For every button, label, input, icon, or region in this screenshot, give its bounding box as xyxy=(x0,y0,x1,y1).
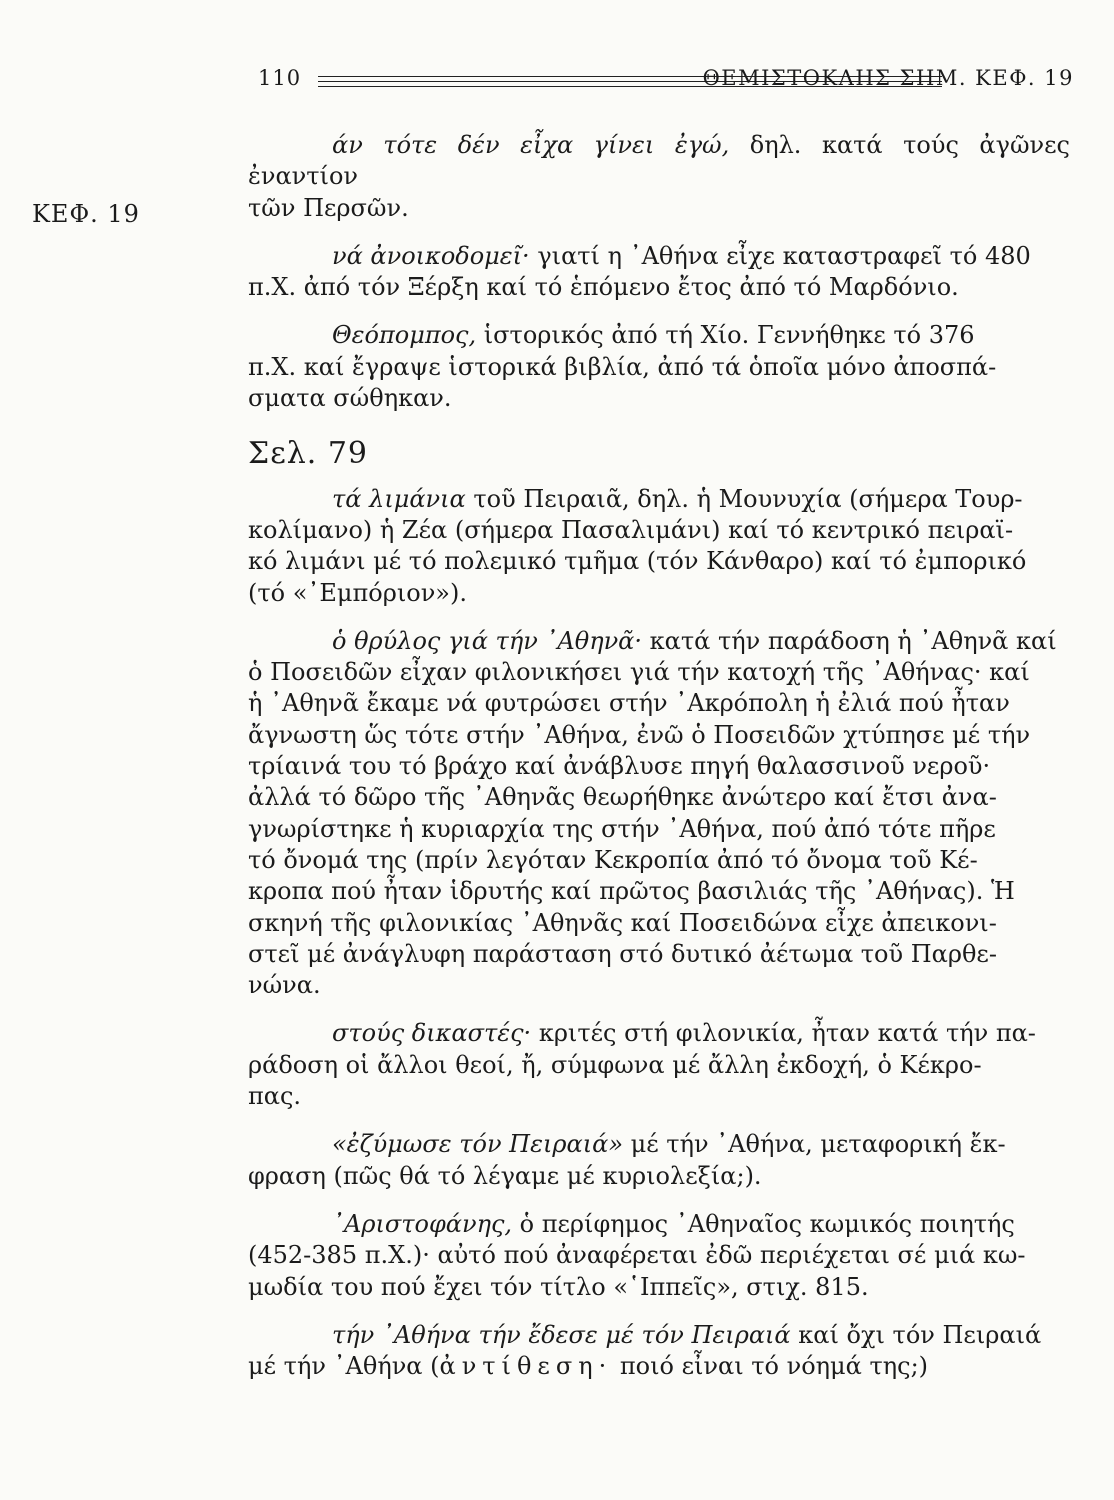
note-text: π.Χ. καί ἔγραψε ἱστορικά βιβλία, ἀπό τά ὁποῖα μόνο ἀποσπά- xyxy=(248,352,997,381)
page-number: 110 xyxy=(258,66,302,90)
note-text: τῶν Περσῶν. xyxy=(248,193,409,222)
note-text: στεῖ μέ ἀνάγλυφη παράσταση στό δυτικό ἀέτωμα τοῦ Παρθε- xyxy=(248,939,997,968)
note-text: (452-385 π.Χ.)· αὐτό πού ἀναφέρεται ἐδῶ περιέχεται σέ μιά κω- xyxy=(248,1241,1026,1270)
note-text: ράδοση οἱ ἄλλοι θεοί, ἤ, σύμφωνα μέ ἄλλη ἐκδοχή, ὁ Κέκρο- xyxy=(248,1050,982,1079)
commentary-text xyxy=(248,130,1070,1399)
note-lemma: στούς δικαστές· xyxy=(332,1019,532,1048)
note-text: σματα σώθηκαν. xyxy=(248,384,452,413)
note-text: δηλ. κατά τούς ἀγῶνες ἐναντίον xyxy=(248,131,1070,191)
note-text: (τό «᾿Εμπόριον»). xyxy=(248,578,467,607)
note-text: σκηνή τῆς φιλονικίας ᾿Αθηνᾶς καί Ποσειδώνα εἶχε ἀπεικονι- xyxy=(248,908,997,937)
note-text: πας. xyxy=(248,1082,302,1111)
note-text: τοῦ Πειραιᾶ, δηλ. ἡ Μουνυχία (σήμερα Τουρ- xyxy=(465,484,1023,513)
note-text: φραση (πῶς θά τό λέγαμε μέ κυριολεξία;). xyxy=(248,1161,762,1190)
note-text: ἱστορικός ἀπό τή Χίο. Γεννήθηκε τό 376 xyxy=(476,321,975,350)
note-text: κολίμανο) ἡ Ζέα (σήμερα Πασαλιμάνι) καί τό κεντρικό πειραϊ- xyxy=(248,515,1014,544)
note xyxy=(248,1209,1070,1303)
note xyxy=(248,320,1070,414)
note-text: νώνα. xyxy=(248,971,321,1000)
note-lemma: ᾿Αριστοφάνης, xyxy=(332,1209,513,1238)
note-text: ποιό εἶναι τό νόημά της;) xyxy=(612,1352,929,1381)
note-text: κροπα πού ἦταν ἱδρυτής καί πρῶτος βασιλιάς τῆς ᾿Αθήνας). Ἡ xyxy=(248,877,1015,906)
note-text: ὁ περίφημος ᾿Αθηναῖος κωμικός ποιητής xyxy=(512,1209,1015,1238)
note xyxy=(248,130,1070,224)
running-title: ΘΕΜΙΣΤΟΚΛΗΣ ΣΗΜ. ΚΕΦ. 19 xyxy=(702,66,1074,90)
note-lemma: τά λιμάνια xyxy=(332,484,466,513)
note-text: π.Χ. ἀπό τόν Ξέρξη καί τό ἑπόμενο ἔτος ἀπό τό Μαρδόνιο. xyxy=(248,273,959,302)
note-text: ἡ ᾿Αθηνᾶ ἔκαμε νά φυτρώσει στήν ᾿Ακρόπολη ἡ ἐλιά πού ἦταν xyxy=(248,689,1010,718)
spaced-word: ἀντίθεση· xyxy=(439,1352,613,1381)
note-text: κριτές στή φιλονικία, ἦταν κατά τήν πα- xyxy=(531,1019,1036,1048)
note-lemma: τήν ᾿Αθήνα τήν ἔδεσε μέ τόν Πειραιά xyxy=(332,1320,791,1349)
note-text: ἀλλά τό δῶρο τῆς ᾿Αθηνᾶς θεωρήθηκε ἀνώτερο καί ἔτσι ἀνα- xyxy=(248,783,997,812)
note-lemma: «ἐζύμωσε τόν Πειραιά» xyxy=(332,1130,623,1159)
page-header xyxy=(258,58,1074,98)
margin-chapter-label: ΚΕΦ. 19 xyxy=(32,200,140,228)
note-lemma: ὁ θρύλος γιά τήν ᾿Αθηνᾶ· xyxy=(332,626,643,655)
note-text: τρίαινά του τό βράχο καί ἀνάβλυσε πηγή θαλασσινοῦ νεροῦ· xyxy=(248,752,991,781)
note-text: γιατί η ᾿Αθήνα εἶχε καταστραφεῖ τό 480 xyxy=(529,241,1031,270)
note-text: μωδία του πού ἔχει τόν τίτλο «῾Ιππεῖς», στιχ. 815. xyxy=(248,1272,869,1301)
note-lemma: άν τότε δέν εἶχα γίνει ἐγώ, xyxy=(332,131,730,159)
note xyxy=(248,1129,1070,1192)
note-text: κό λιμάνι μέ τό πολεμικό τμῆμα (τόν Κάνθαρο) καί τό ἐμπορικό xyxy=(248,547,1027,576)
note-text: μέ τήν ᾿Αθήνα, μεταφορική ἔκ- xyxy=(623,1130,1006,1159)
note xyxy=(248,241,1070,304)
note xyxy=(248,626,1070,1002)
note-text: καί ὄχι τόν Πειραιά xyxy=(790,1320,1042,1349)
section-heading: Σελ. 79 xyxy=(248,436,369,472)
note-text: ὁ Ποσειδῶν εἶχαν φιλονικήσει γιά τήν κατοχή τῆς ᾿Αθήνας· καί xyxy=(248,658,1030,687)
note xyxy=(248,1320,1070,1383)
note-text: ἄγνωστη ὥς τότε στήν ᾿Αθήνα, ἐνῶ ὁ Ποσειδῶν χτύπησε μέ τήν xyxy=(248,720,1031,749)
note-lemma: νά ἀνοικοδομεῖ· xyxy=(332,241,530,270)
note-lemma: Θεόπομπος, xyxy=(332,321,477,350)
note xyxy=(248,1018,1070,1112)
note-text: τό ὄνομά της (πρίν λεγόταν Κεκροπία ἀπό τό ὄνομα τοῦ Κέ- xyxy=(248,845,978,874)
note-text: κατά τήν παράδοση ἡ ᾿Αθηνᾶ καί xyxy=(642,626,1057,655)
note-text: γνωρίστηκε ἡ κυριαρχία της στήν ᾿Αθήνα, πού ἀπό τότε πῆρε xyxy=(248,814,996,843)
note-text: μέ τήν ᾿Αθήνα ( xyxy=(248,1352,440,1381)
note xyxy=(248,484,1070,609)
